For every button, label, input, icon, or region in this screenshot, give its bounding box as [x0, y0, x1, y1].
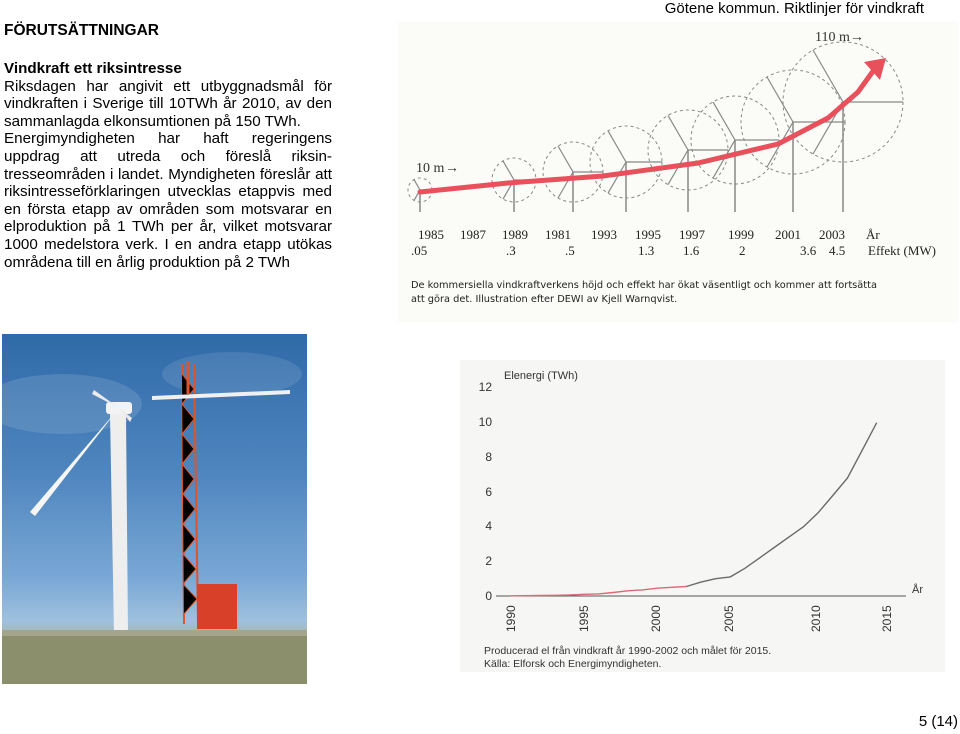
- x-axis-label: År: [912, 584, 923, 596]
- effect-label: 4.5: [829, 243, 846, 258]
- paragraph-1: Riksdagen har angivit ett utbyggnadsmål för vindkraften i Sverige till 10TWh år 2010, av den sammanlagda elkonsumtionen på 150 TWh.: [4, 77, 332, 130]
- page-number: 5 (14): [918, 713, 958, 730]
- page-header: Götene kommun. Riktlinjer för vindkraft: [664, 0, 924, 17]
- year-label: 1997: [679, 227, 705, 242]
- paragraph-2: Energimyndigheten har haft regeringens uppdrag att utreda och föreslå riksin-tresseområden i landet. Myndigheten föreslår att riksintresseförklaringen utvecklas etappvis med en första etapp av områden som motsvarar en elproduktion på 1 TWh per år, vilket motsvarar 1000 medelstora verk. I en andra etapp utökas områdena till en årlig produktion på 2 TWh: [4, 130, 332, 271]
- x-tick-label: 2015: [880, 605, 894, 632]
- effect-label: 1.3: [638, 243, 655, 258]
- turbine-drawing: [398, 22, 958, 322]
- y-tick-label: 4: [485, 519, 492, 533]
- wind-turbine-photo: [2, 334, 307, 684]
- turbine-icon: [408, 178, 432, 212]
- effect-label: 2: [739, 243, 746, 258]
- series-line: [511, 587, 687, 596]
- effect-label: .05: [411, 243, 428, 258]
- wind-energy-chart: [460, 360, 945, 672]
- x-tick-label: 2010: [809, 605, 823, 632]
- year-label: 1989: [502, 227, 528, 242]
- height-min-arrow: →: [445, 161, 459, 176]
- chart-plot: [460, 360, 945, 672]
- chart-caption-line-1: Producerad el från vindkraft år 1990-2002 och målet för 2015.: [484, 645, 772, 657]
- series-group: [511, 423, 877, 596]
- y-tick-label: 8: [485, 450, 492, 464]
- turbine-caption-line-2: att göra det. Illustration efter DEWI av Kjell Warnqvist.: [411, 294, 678, 305]
- series-line: [686, 423, 876, 587]
- chart-caption-line-2: Källa: Elforsk och Energimyndigheten.: [484, 658, 662, 670]
- body-text: [4, 60, 332, 271]
- year-label: 2001: [775, 227, 801, 242]
- growth-trend-line: [420, 67, 876, 192]
- turbine-icon: [783, 42, 903, 212]
- photo-drawing: [2, 334, 307, 684]
- turbine-caption-line-1: De kommersiella vindkraftverkens höjd och effekt har ökat väsentligt och kommer att fortsätta: [411, 280, 877, 291]
- year-label: 1987: [460, 227, 486, 242]
- effect-axis-label: Effekt (MW): [868, 243, 936, 258]
- y-tick-label: 6: [485, 485, 492, 499]
- year-label: 1999: [728, 227, 754, 242]
- year-label: 1985: [418, 227, 444, 242]
- subtitle: Vindkraft ett riksintresse: [4, 60, 182, 77]
- x-tick-label: 2000: [649, 605, 663, 632]
- effect-label: 3.6: [800, 243, 817, 258]
- section-title: FÖRUTSÄTTNINGAR: [4, 22, 159, 39]
- y-tick-label: 10: [478, 415, 492, 429]
- height-max-label: 110 m: [815, 30, 850, 45]
- y-tick-label: 2: [485, 554, 492, 568]
- year-label: 2003: [819, 227, 845, 242]
- effect-label: .5: [565, 243, 575, 258]
- year-axis-label: År: [866, 227, 880, 242]
- y-tick-label: 0: [485, 589, 492, 603]
- x-tick-label: 1995: [577, 605, 591, 632]
- year-label: 1993: [591, 227, 617, 242]
- height-max-arrow: →: [850, 30, 864, 45]
- height-min-label: 10 m: [416, 161, 445, 176]
- turbine-size-illustration: [398, 22, 958, 322]
- year-label: 1995: [635, 227, 661, 242]
- turbine-icon: [741, 70, 845, 212]
- y-axis-label: Elenergi (TWh): [504, 370, 578, 382]
- x-tick-label: 1990: [504, 605, 518, 632]
- year-label: 1981: [545, 227, 571, 242]
- y-tick-label: 12: [478, 380, 492, 394]
- effect-label: .3: [506, 243, 516, 258]
- x-tick-label: 2005: [722, 605, 736, 632]
- effect-label: 1.6: [683, 243, 700, 258]
